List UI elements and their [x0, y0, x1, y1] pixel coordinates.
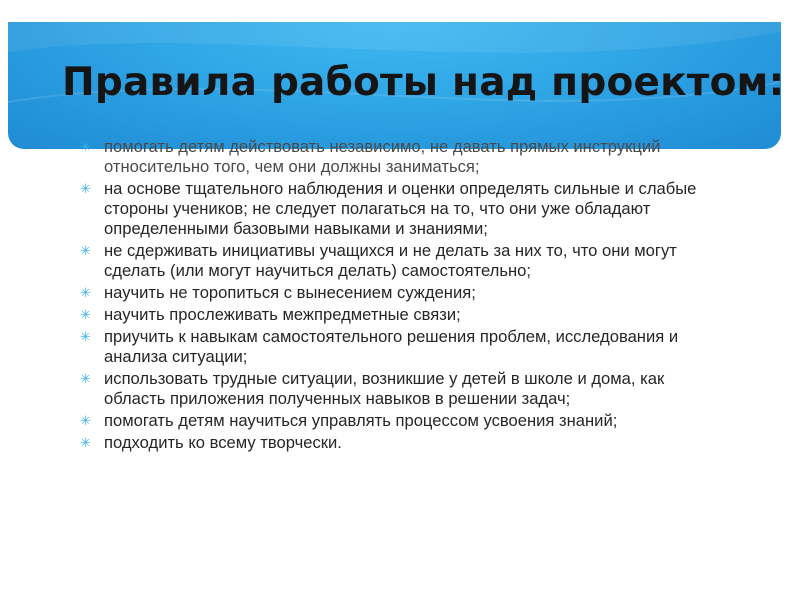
asterisk-bullet-icon: ✳ — [80, 413, 91, 428]
list-item — [78, 179, 728, 239]
bullet-text: помогать детям действовать независимо, не давать прямых инструкций относительно того, чем они должны заниматься; — [104, 137, 661, 176]
list-item — [78, 283, 728, 303]
asterisk-bullet-icon: ✳ — [80, 139, 91, 154]
bullet-text: научить не торопиться с вынесением суждения; — [104, 283, 476, 302]
asterisk-bullet-icon: ✳ — [80, 435, 91, 450]
asterisk-bullet-icon: ✳ — [80, 285, 91, 300]
asterisk-bullet-icon: ✳ — [80, 329, 91, 344]
asterisk-bullet-icon: ✳ — [80, 307, 91, 322]
list-item — [78, 411, 728, 431]
bullet-text: помогать детям научиться управлять процессом усвоения знаний; — [104, 411, 618, 430]
list-item — [78, 241, 728, 281]
bullet-text: научить прослеживать межпредметные связи; — [104, 305, 461, 324]
list-item — [78, 327, 728, 367]
asterisk-bullet-icon: ✳ — [80, 243, 91, 258]
bullet-list — [78, 137, 728, 455]
list-item — [78, 369, 728, 409]
list-item — [78, 433, 728, 453]
list-item — [78, 305, 728, 325]
asterisk-bullet-icon: ✳ — [80, 181, 91, 196]
slide-title: Правила работы над проектом: — [62, 60, 785, 105]
list-item — [78, 137, 728, 177]
asterisk-bullet-icon: ✳ — [80, 371, 91, 386]
bullet-text: подходить ко всему творчески. — [104, 433, 342, 452]
bullet-text: приучить к навыкам самостоятельного решения проблем, исследования и анализа ситуации; — [104, 327, 679, 366]
bullet-text: на основе тщательного наблюдения и оценки определять сильные и слабые стороны учеников; не следует полагаться на то, что они уже обладают определенными базовыми навыками и знаниями; — [104, 179, 697, 238]
bullet-text: использовать трудные ситуации, возникшие у детей в школе и дома, как область приложения полученных навыков в решении задач; — [104, 369, 665, 408]
bullet-text: не сдерживать инициативы учащихся и не делать за них то, что они могут сделать (или могут научиться делать) самостоятельно; — [104, 241, 677, 280]
